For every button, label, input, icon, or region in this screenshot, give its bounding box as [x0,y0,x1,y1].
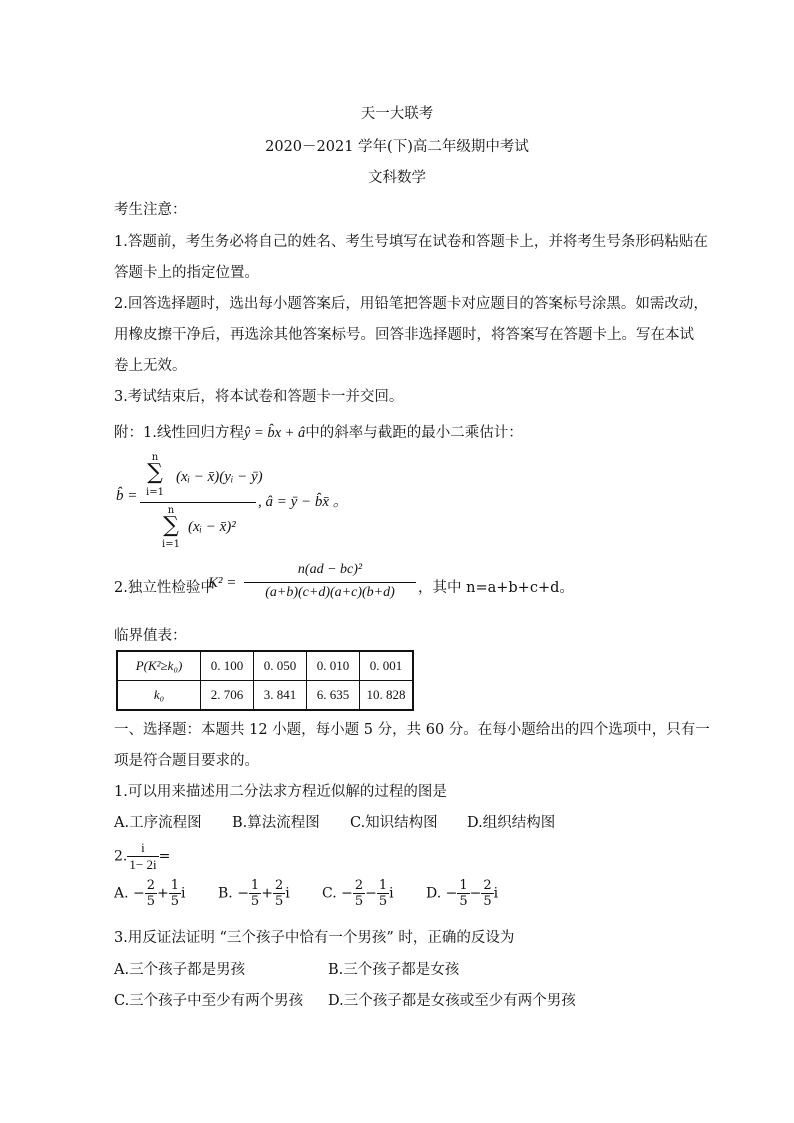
q3-stem: 3.用反证法证明 “三个孩子中恰有一个男孩” 时，正确的反设为 [114,930,515,946]
sum-symbol-num: ∑ [147,460,163,485]
q2-d-n2: 2 [483,878,492,893]
q2-option-a [114,878,186,909]
appendix-line2-suffix: ，其中 n=a+b+c+d。 [418,580,574,596]
q2-c-frac1 [353,878,365,909]
q2-b-n1: 1 [250,878,260,893]
critical-value-table [116,650,414,711]
table-cell: 0. 010 [307,651,360,681]
table-cell: 0. 100 [201,651,254,681]
q2-a-frac2 [169,878,181,909]
table-cell: 0. 001 [360,651,414,681]
sum-upper-num: n [151,452,159,463]
k2-symbol: K² = [208,575,237,591]
b-hat-symbol: b̂ = [116,488,138,504]
sum-upper-den: n [167,505,175,516]
q1-stem: 1.可以用来描述用二分法求方程近似解的过程的图是 [114,784,447,800]
notice-item2-line3: 卷上无效。 [114,358,187,374]
table-cell: 2. 706 [201,681,254,711]
k2-denominator: (a+b)(c+d)(a+c)(b+d) [244,582,416,601]
appendix-line2-prefix: 2.独立性检验中 [114,580,215,596]
numerator-expression: (xᵢ − x̄)(yᵢ − ȳ) [176,469,263,485]
section1-line2: 项是符合题目要求的。 [114,753,259,769]
q2-b-frac2 [273,878,285,909]
q2-d-d1: 5 [459,894,468,909]
q2-d-i: i [493,885,499,902]
exam-subject: 文科数学 [368,170,426,186]
q2-c-n1: 2 [354,878,364,893]
q2-a-n1: 2 [146,878,156,893]
q2-a-d2: 5 [170,894,180,909]
notice-item1-line1: 1.答题前，考生务必将自己的姓名、考生号填写在试卷和答题卡上，并将考生号条形码粘贴在 [114,234,708,250]
critical-table-title: 临界值表： [114,628,187,644]
table-row [117,681,413,711]
q2-b-n2: 2 [274,878,284,893]
q2-fraction [127,840,158,873]
appendix-line1-prefix: 附：1.线性回归方程 [114,425,244,441]
sum-lower-num: i=1 [146,487,164,498]
q1-option-d: D.组织结构图 [467,815,556,831]
notice-item3: 3.考试结束后，将本试卷和答题卡一并交回。 [114,389,404,405]
q1-option-b: B.算法流程图 [232,815,320,831]
b-hat-label [116,486,137,505]
q2-d-frac1 [457,878,469,909]
q3-option-b: B.三个孩子都是女孩 [328,962,460,978]
q2-c-d1: 5 [354,894,364,909]
notice-item1-line2: 答题卡上的指定位置。 [114,265,259,281]
q2-d-n1: 1 [459,878,468,893]
q2-c-d2: 5 [378,894,388,909]
q2-c-n2: 1 [378,878,388,893]
q2-d-op: − [469,885,482,902]
q1-option-c: C.知识结构图 [350,815,438,831]
appendix-line1-suffix: 中的斜率与截距的最小二乘估计： [305,425,523,441]
exam-org: 天一大联考 [360,106,434,122]
q2-b-d1: 5 [250,894,260,909]
q2-b-prefix: B. − [218,885,249,902]
sum-lower-den: i=1 [162,539,180,550]
q2-a-n2: 1 [170,878,180,893]
q2-b-d2: 5 [274,894,284,909]
q2-denominator: 1− 2i [129,857,157,872]
q3-option-a: A.三个孩子都是男孩 [114,962,246,978]
table-cell: 10. 828 [360,681,414,711]
sum-symbol-den: ∑ [163,513,179,538]
q2-b-op: + [261,885,273,902]
q2-d-frac2 [481,878,493,909]
table-row2-label: k₀ [117,681,201,711]
table-cell: 0. 050 [254,651,307,681]
q2-a-frac1 [145,878,157,909]
table-cell: 3. 841 [254,681,307,711]
table-row [117,651,413,681]
q2-a-op: + [157,885,169,902]
q2-number: 2. [114,848,128,865]
q3-option-d: D.三个孩子都是女孩或至少有两个男孩 [328,993,576,1009]
q2-a-i: i [181,885,186,902]
notice-title: 考生注意： [114,202,187,218]
denominator-expression: (xᵢ − x̄)² [188,519,236,535]
appendix-line1 [114,421,523,442]
q2-stem [114,840,170,873]
q2-a-d1: 5 [146,894,156,909]
notice-item2-line2: 用橡皮擦干净后，再选涂其他答案标号。回答非选择题时，将答案写在答题卡上。写在本试 [114,327,694,343]
q2-option-d [426,878,498,909]
q2-equals: = [158,848,171,865]
section1-line1: 一、选择题：本题共 12 小题，每小题 5 分，共 60 分。在每小题给出的四个选项中，只有一 [114,722,710,738]
q2-c-prefix: C. − [322,885,353,902]
q1-option-a: A.工序流程图 [114,815,202,831]
fraction-bar [140,502,256,503]
exam-title: 2020－2021 学年(下)高二年级期中考试 [265,139,529,155]
q2-numerator: i [141,840,145,855]
table-cell: 6. 635 [307,681,360,711]
a-hat-expression: , â = ȳ − b̂x̄ 。 [258,494,348,510]
q2-option-b [218,878,290,909]
q2-b-i: i [285,885,290,902]
q2-b-frac1 [249,878,261,909]
q2-d-d2: 5 [483,894,492,909]
regression-equation: ŷ = b̂x + â [243,425,306,441]
k2-numerator: n(ad − bc)² [297,562,363,577]
notice-item2-line1: 2.回答选择题时，选出每小题答案后，用铅笔把答题卡对应题目的答案标号涂黑。如需改动， [114,296,708,312]
q2-a-prefix: A. − [114,885,145,902]
q3-option-c: C.三个孩子中至少有两个男孩 [114,993,304,1009]
q2-d-prefix: D. − [426,885,458,902]
k2-fraction [244,562,416,601]
q2-c-op: − [365,885,377,902]
table-row1-label: P(K²≥k₀) [117,651,201,681]
q2-c-i: i [389,885,394,902]
q2-c-frac2 [377,878,389,909]
q2-option-c [322,878,394,909]
